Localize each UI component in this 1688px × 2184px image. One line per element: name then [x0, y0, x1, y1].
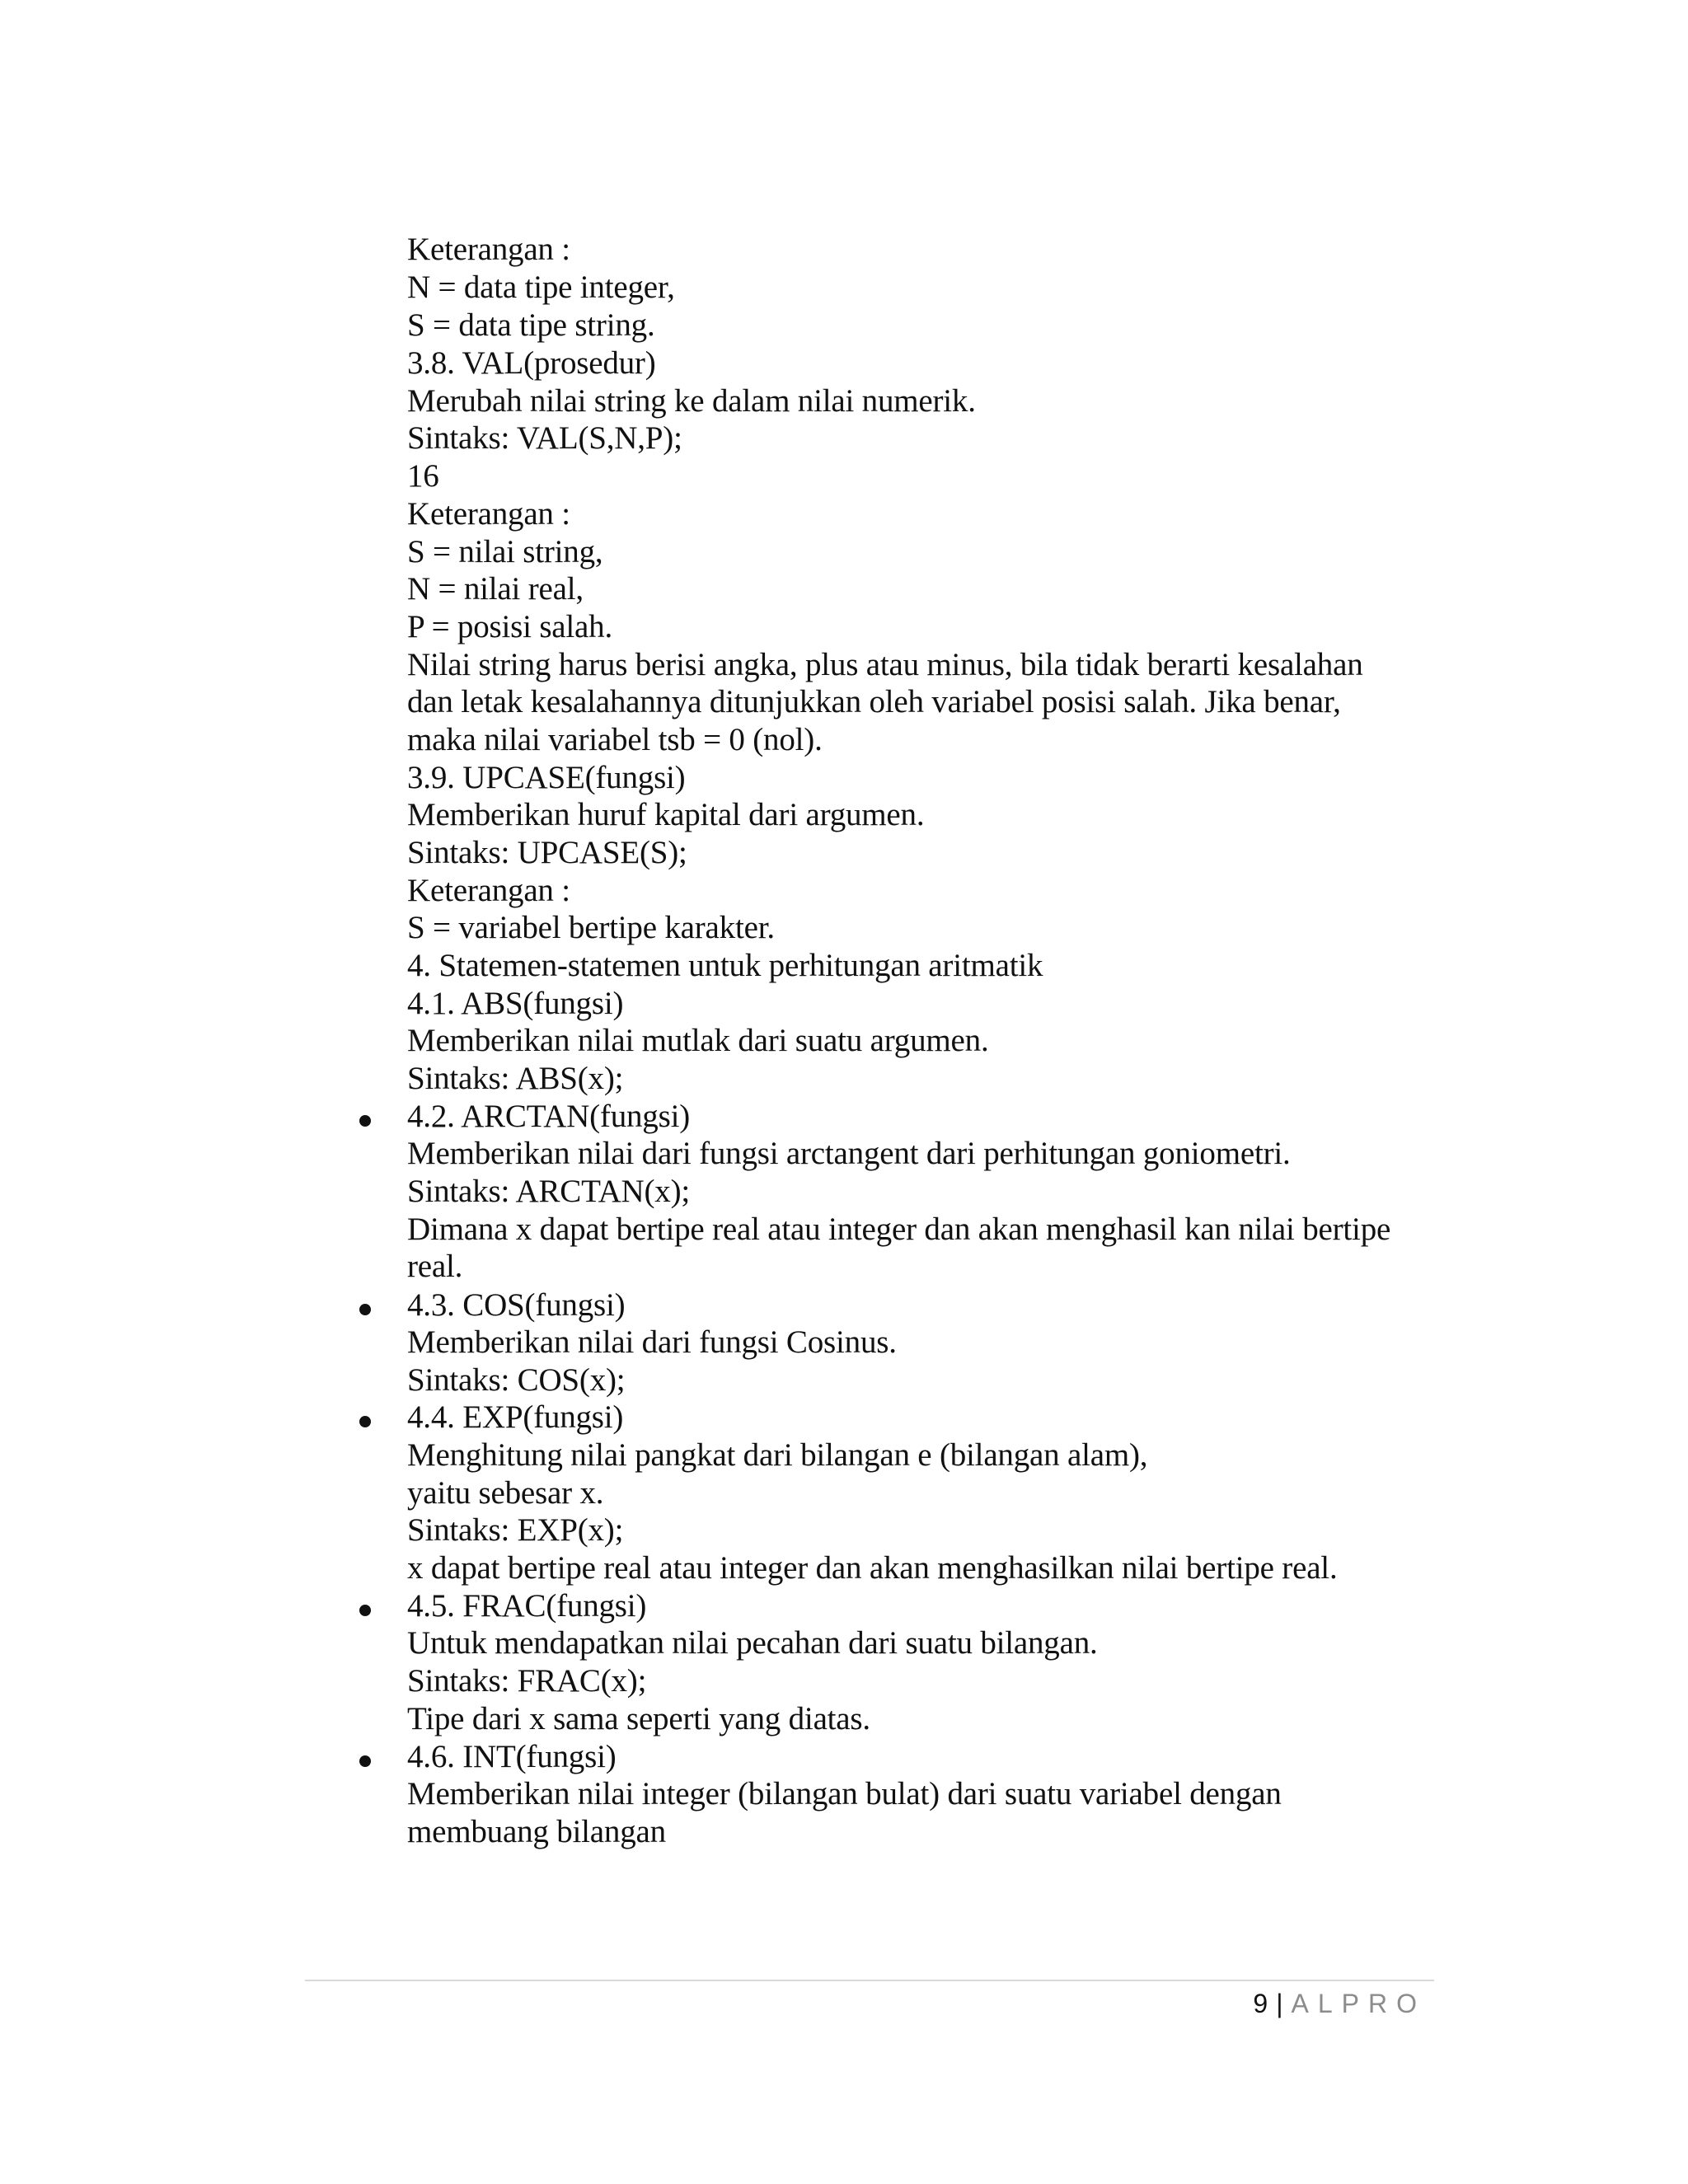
- bullet-icon: [359, 1115, 371, 1127]
- section-heading: 4.2. ARCTAN(fungsi): [407, 1099, 690, 1134]
- syntax-line: Sintaks: VAL(S,N,P);: [407, 420, 682, 456]
- syntax-line: Sintaks: COS(x);: [407, 1362, 626, 1398]
- footer-divider: [305, 1980, 1434, 1981]
- text-line: 16: [407, 458, 439, 494]
- bullet-icon: [359, 1304, 371, 1315]
- syntax-line: Sintaks: EXP(x);: [407, 1512, 624, 1548]
- section-heading: 4.5. FRAC(fungsi): [407, 1588, 647, 1624]
- syntax-line: Sintaks: ARCTAN(x);: [407, 1174, 691, 1209]
- section-heading: 4.3. COS(fungsi): [407, 1287, 626, 1323]
- bullet-icon: [359, 1755, 371, 1767]
- section-heading: 4. Statemen-statemen untuk perhitungan aritmatik: [407, 948, 1043, 983]
- text-line: Memberikan nilai integer (bilangan bulat) dari suatu variabel dengan: [407, 1776, 1282, 1811]
- text-line: N = data tipe integer,: [407, 269, 675, 305]
- text-line: N = nilai real,: [407, 571, 584, 607]
- section-heading: 3.9. UPCASE(fungsi): [407, 760, 686, 795]
- page-number: 9: [1253, 1989, 1268, 2018]
- page-footer: [1253, 1986, 1426, 2021]
- text-line: S = nilai string,: [407, 534, 603, 569]
- text-line: real.: [407, 1249, 463, 1284]
- syntax-line: Sintaks: ABS(x);: [407, 1061, 624, 1096]
- text-line: Keterangan :: [407, 873, 570, 908]
- text-line: S = data tipe string.: [407, 307, 655, 343]
- text-line: Memberikan nilai mutlak dari suatu argumen.: [407, 1023, 989, 1058]
- footer-separator: |: [1276, 1989, 1283, 2018]
- text-line: Dimana x dapat bertipe real atau integer dan akan menghasil kan nilai bertipe: [407, 1212, 1391, 1247]
- text-line: Memberikan nilai dari fungsi arctangent dari perhitungan goniometri.: [407, 1136, 1291, 1171]
- text-line: maka nilai variabel tsb = 0 (nol).: [407, 722, 823, 757]
- section-heading: 4.4. EXP(fungsi): [407, 1399, 624, 1435]
- text-line: Keterangan :: [407, 496, 570, 532]
- text-line: Untuk mendapatkan nilai pecahan dari suatu bilangan.: [407, 1625, 1098, 1661]
- text-line: S = variabel bertipe karakter.: [407, 910, 775, 945]
- text-line: Menghitung nilai pangkat dari bilangan e (bilangan alam),: [407, 1437, 1148, 1473]
- text-line: Memberikan nilai dari fungsi Cosinus.: [407, 1324, 897, 1360]
- footer-title: ALPRO: [1291, 1989, 1426, 2018]
- syntax-line: Sintaks: UPCASE(S);: [407, 835, 687, 870]
- text-line: Memberikan huruf kapital dari argumen.: [407, 797, 925, 832]
- text-line: x dapat bertipe real atau integer dan akan menghasilkan nilai bertipe real.: [407, 1550, 1338, 1586]
- section-heading: 3.8. VAL(prosedur): [407, 345, 656, 381]
- section-heading: 4.6. INT(fungsi): [407, 1739, 617, 1774]
- bullet-icon: [359, 1416, 371, 1427]
- text-line: membuang bilangan: [407, 1814, 666, 1849]
- text-line: yaitu sebesar x.: [407, 1475, 604, 1511]
- text-line: Tipe dari x sama seperti yang diatas.: [407, 1701, 870, 1736]
- text-line: dan letak kesalahannya ditunjukkan oleh variabel posisi salah. Jika benar,: [407, 684, 1341, 719]
- bullet-icon: [359, 1605, 371, 1616]
- text-line: Merubah nilai string ke dalam nilai numerik.: [407, 383, 976, 419]
- section-heading: 4.1. ABS(fungsi): [407, 986, 624, 1021]
- text-line: Keterangan :: [407, 232, 570, 267]
- text-line: Nilai string harus berisi angka, plus atau minus, bila tidak berarti kesalahan: [407, 647, 1363, 682]
- text-line: P = posisi salah.: [407, 609, 612, 644]
- syntax-line: Sintaks: FRAC(x);: [407, 1663, 647, 1699]
